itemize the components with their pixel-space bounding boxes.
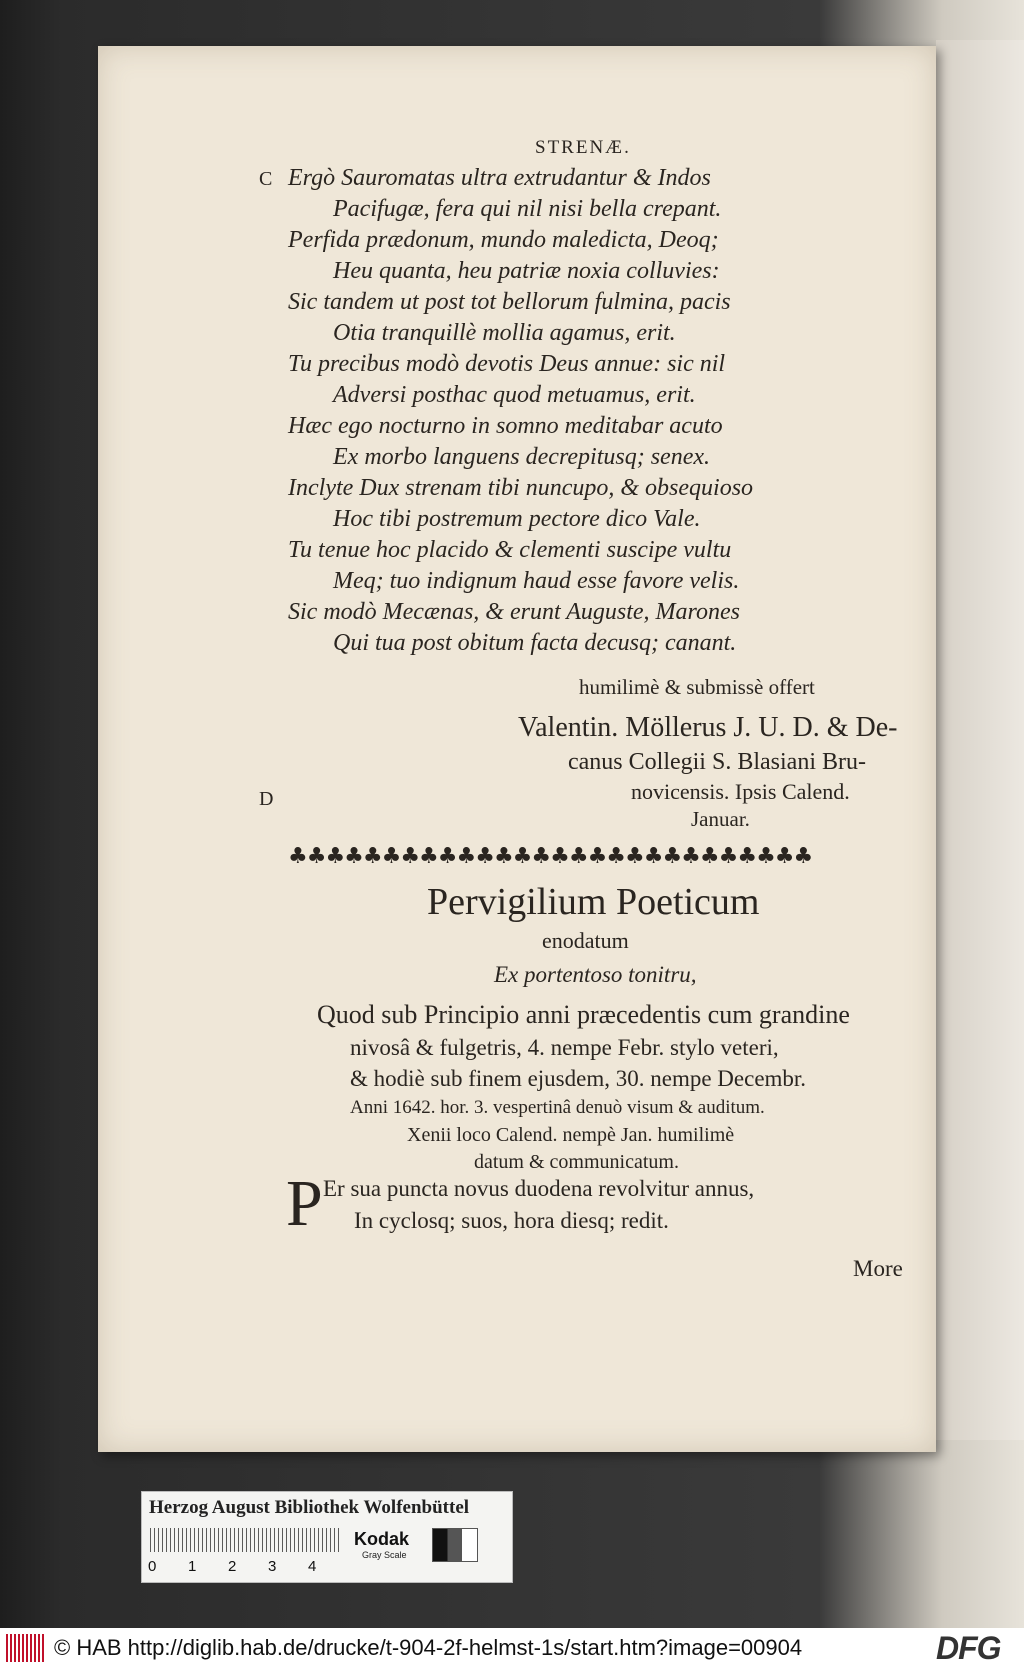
ruler-tick: 1 <box>188 1558 197 1575</box>
signature-line: Januar. <box>691 807 750 831</box>
footer-bar <box>0 1628 1024 1668</box>
ornament-border: ♣♣♣♣♣♣♣♣♣♣♣♣♣♣♣♣♣♣♣♣♣♣♣♣♣♣♣♣ <box>288 844 813 869</box>
poem-line: Tu precibus modò devotis Deus annue: sic nil <box>288 351 726 377</box>
section-desc-line: & hodiè sub finem ejusdem, 30. nempe Decembr. <box>350 1066 807 1091</box>
margin-letter-d: D <box>259 788 274 810</box>
footer-url[interactable]: © HAB http://diglib.hab.de/drucke/t-904-2f-helmst-1s/start.htm?image=00904 <box>54 1635 803 1660</box>
hab-logo-icon <box>6 1634 44 1662</box>
signature-line: Valentin. Möllerus J. U. D. & De- <box>518 712 898 743</box>
margin-letter-c: C <box>259 168 273 190</box>
poem-line: Qui tua post obitum facta decusq; canant. <box>333 630 737 656</box>
running-head: STRENÆ. <box>535 137 631 158</box>
section-desc-line: nivosâ & fulgetris, 4. nempe Febr. stylo veteri, <box>350 1035 779 1060</box>
poem-line: Hæc ego nocturno in somno meditabar acuto <box>288 413 723 439</box>
poem-line: Pacifugæ, fera qui nil nisi bella crepant. <box>333 196 722 222</box>
poem-line: Sic tandem ut post tot bellorum fulmina, pacis <box>288 289 731 315</box>
poem-line: Ex morbo languens decrepitusq; senex. <box>333 444 711 470</box>
gray-scale-label: Gray Scale <box>362 1550 407 1560</box>
poem-line: Sic modò Mecænas, & erunt Auguste, Marones <box>288 599 740 625</box>
signature-line: novicensis. Ipsis Calend. <box>631 779 850 804</box>
ruler-tick: 0 <box>148 1558 157 1575</box>
poem-line: Adversi posthac quod metuamus, erit. <box>333 382 696 408</box>
section-desc-line: datum & communicatum. <box>474 1151 679 1173</box>
section-title: Pervigilium Poeticum <box>427 881 760 923</box>
section-desc-line: Xenii loco Calend. nempè Jan. humilimè <box>407 1124 735 1146</box>
signature-line: canus Collegii S. Blasiani Bru- <box>568 749 866 775</box>
measuring-ruler <box>150 1528 340 1552</box>
catchword: More <box>853 1256 903 1281</box>
dfg-logo: DFG <box>936 1630 1001 1666</box>
section-desc-line: Anni 1642. hor. 3. vespertinâ denuò visum & auditum. <box>350 1097 765 1118</box>
poem-line: Heu quanta, heu patriæ noxia colluvies: <box>333 258 720 284</box>
drop-cap: P <box>286 1167 323 1240</box>
poem-line: Meq; tuo indignum haud esse favore velis. <box>333 568 740 594</box>
poem-line: Tu tenue hoc placido & clementi suscipe vultu <box>288 537 732 563</box>
poem-line: Perfida prædonum, mundo maledicta, Deoq; <box>288 227 719 253</box>
dedication: humilimè & submissè offert <box>579 675 815 699</box>
adjacent-page-edge <box>936 40 1024 1440</box>
kodak-brand: Kodak <box>354 1529 410 1549</box>
poem-line: Otia tranquillè mollia agamus, erit. <box>333 320 676 346</box>
section-subtitle: enodatum <box>542 928 629 953</box>
verse-line: In cyclosq; suos, hora diesq; redit. <box>354 1208 669 1233</box>
section-desc-line: Quod sub Principio anni præcedentis cum grandine <box>317 1000 850 1029</box>
library-name: Herzog August Bibliothek Wolfenbüttel <box>149 1497 470 1518</box>
section-subtitle-italic: Ex portentoso tonitru, <box>494 962 697 987</box>
ruler-tick: 2 <box>228 1558 237 1575</box>
gray-scale-swatch <box>432 1528 478 1562</box>
ruler-tick: 4 <box>308 1558 317 1575</box>
poem-line: Ergò Sauromatas ultra extrudantur & Indos <box>288 165 711 191</box>
library-label-card <box>141 1491 513 1583</box>
poem-line: Inclyte Dux strenam tibi nuncupo, & obsequioso <box>288 475 754 501</box>
verse-line: Er sua puncta novus duodena revolvitur annus, <box>323 1176 755 1201</box>
poem-line: Hoc tibi postremum pectore dico Vale. <box>333 506 701 532</box>
ruler-tick: 3 <box>268 1558 277 1575</box>
